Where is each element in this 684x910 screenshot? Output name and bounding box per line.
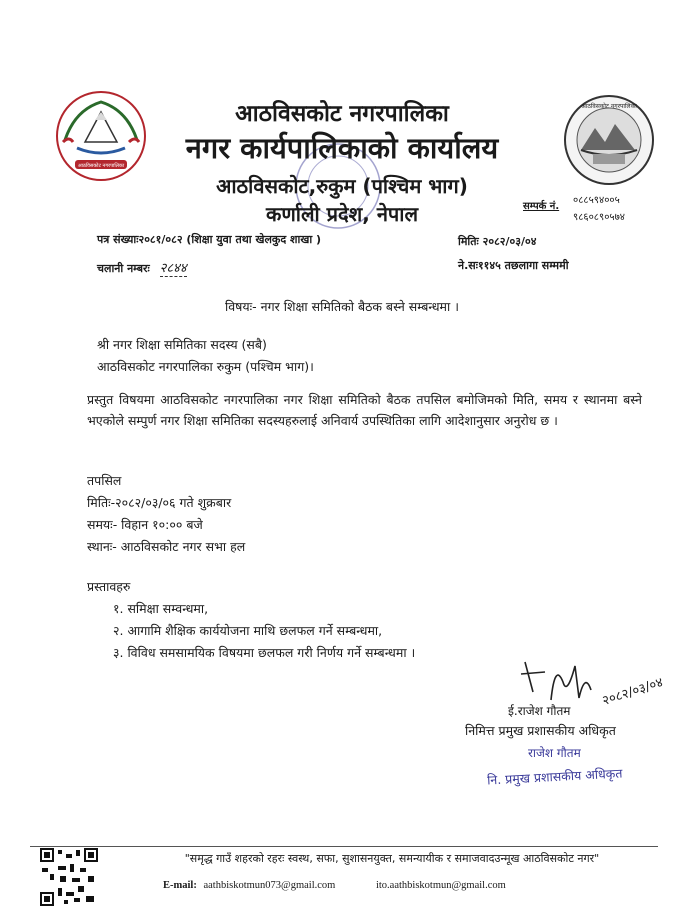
footer-emails: [163, 880, 506, 891]
qr-code-icon: [40, 848, 98, 906]
body-paragraph: प्रस्तुत विषयमा आठविसकोट नगरपालिका नगर शिक्षा समितिको बैठक तपसिल बमोजिमको मिति, समय र स्थानमा बस्ने भएकोले सम्पुर्ण नगर शिक्षा समितिका सदस्यहरुलाई अनिवार्य उपस्थितिका लागि आदेशानुसार अनुरोध छ ।: [87, 392, 642, 428]
ns-reference: ने.सः११४५ तछलागा सम्ममी: [458, 259, 569, 272]
email-link-1[interactable]: aathbiskotmun073@gmail.com: [203, 880, 336, 891]
email-label: E-mail:: [163, 880, 197, 891]
municipality-name: आठविसकोट नगरपालिका: [235, 101, 449, 127]
tapsil-date: मितिः-२०८२/०३/०६ गते शुक्रबार: [87, 495, 232, 510]
email-link-2[interactable]: ito.aathbiskotmun@gmail.com: [375, 880, 506, 891]
patra-sankhya: पत्र संख्याः२०८१/०८२ (शिक्षा युवा तथा खेलकुद शाखा ): [97, 233, 322, 246]
phone-1: ०८८५९४००५: [573, 195, 620, 206]
proposal-item-2: २. आगामि शैक्षिक कार्ययोजना माथि छलफल गर्ने सम्बन्धमा,: [113, 623, 383, 638]
subject-line: विषयः- नगर शिक्षा समितिको बैठक बस्ने सम्बन्धमा ।: [224, 299, 459, 314]
proposal-item-1: १. समिक्षा सम्वन्धमा,: [113, 601, 209, 616]
svg-text:आठविसकोट नगरपालिका: आठविसकोट नगरपालिका: [77, 163, 125, 169]
tapsil-heading: तपसिल: [87, 473, 122, 488]
address-line-1: आठविसकोट,रुकुम (पश्चिम भाग): [216, 174, 468, 198]
contact-label: सम्पर्क नं.: [523, 201, 560, 212]
proposal-item-3: ३. विविध समसामयिक विषयमा छलफल गरी निर्णय गर्ने सम्बन्धमा ।: [113, 645, 416, 660]
footer-divider: [30, 846, 658, 847]
proposals-heading: प्रस्तावहरु: [87, 579, 131, 594]
stamp-title: नि. प्रमुख प्रशासकीय अधिकृत: [486, 765, 623, 788]
signatory-title: निमित्त प्रमुख प्रशासकीय अधिकृत: [465, 723, 616, 738]
recipient-line-1: श्री नगर शिक्षा समितिका सदस्य (सबै): [97, 337, 267, 352]
office-name: नगर कार्यपालिकाको कार्यालय: [185, 131, 499, 165]
tapsil-time: समयः- विहान १०:०० बजे: [87, 517, 203, 532]
svg-text:आठविसकोट नगरपालिका: आठविसकोट नगरपालिका: [581, 103, 637, 110]
contact-numbers: [573, 192, 625, 226]
tapsil-place: स्थानः- आठविसकोट नगर सभा हल: [87, 539, 246, 554]
stamp-name: राजेश गौतम: [528, 746, 581, 760]
address-line-2: कर्णाली प्रदेश, नेपाल: [265, 202, 419, 226]
footer-slogan: "समृद्ध गाउँ शहरको रहरः स्वस्थ, सफा, सुशासनयुक्त, समन्यायीक र समाजवादउन्मूख आठविसकोट नगर": [184, 852, 600, 865]
chalani-number: चलानी नम्बरः २८४४: [97, 261, 187, 276]
signature-date: २०८२/०३/०४: [600, 675, 665, 709]
date: मितिः २०८२/०३/०४: [458, 235, 537, 248]
signatory-name: ई.राजेश गौतम: [508, 704, 571, 718]
phone-2: ९८६०८९०५७४: [573, 212, 625, 223]
recipient-line-2: आठविसकोट नगरपालिका रुकुम (पश्चिम भाग)।: [97, 359, 314, 374]
